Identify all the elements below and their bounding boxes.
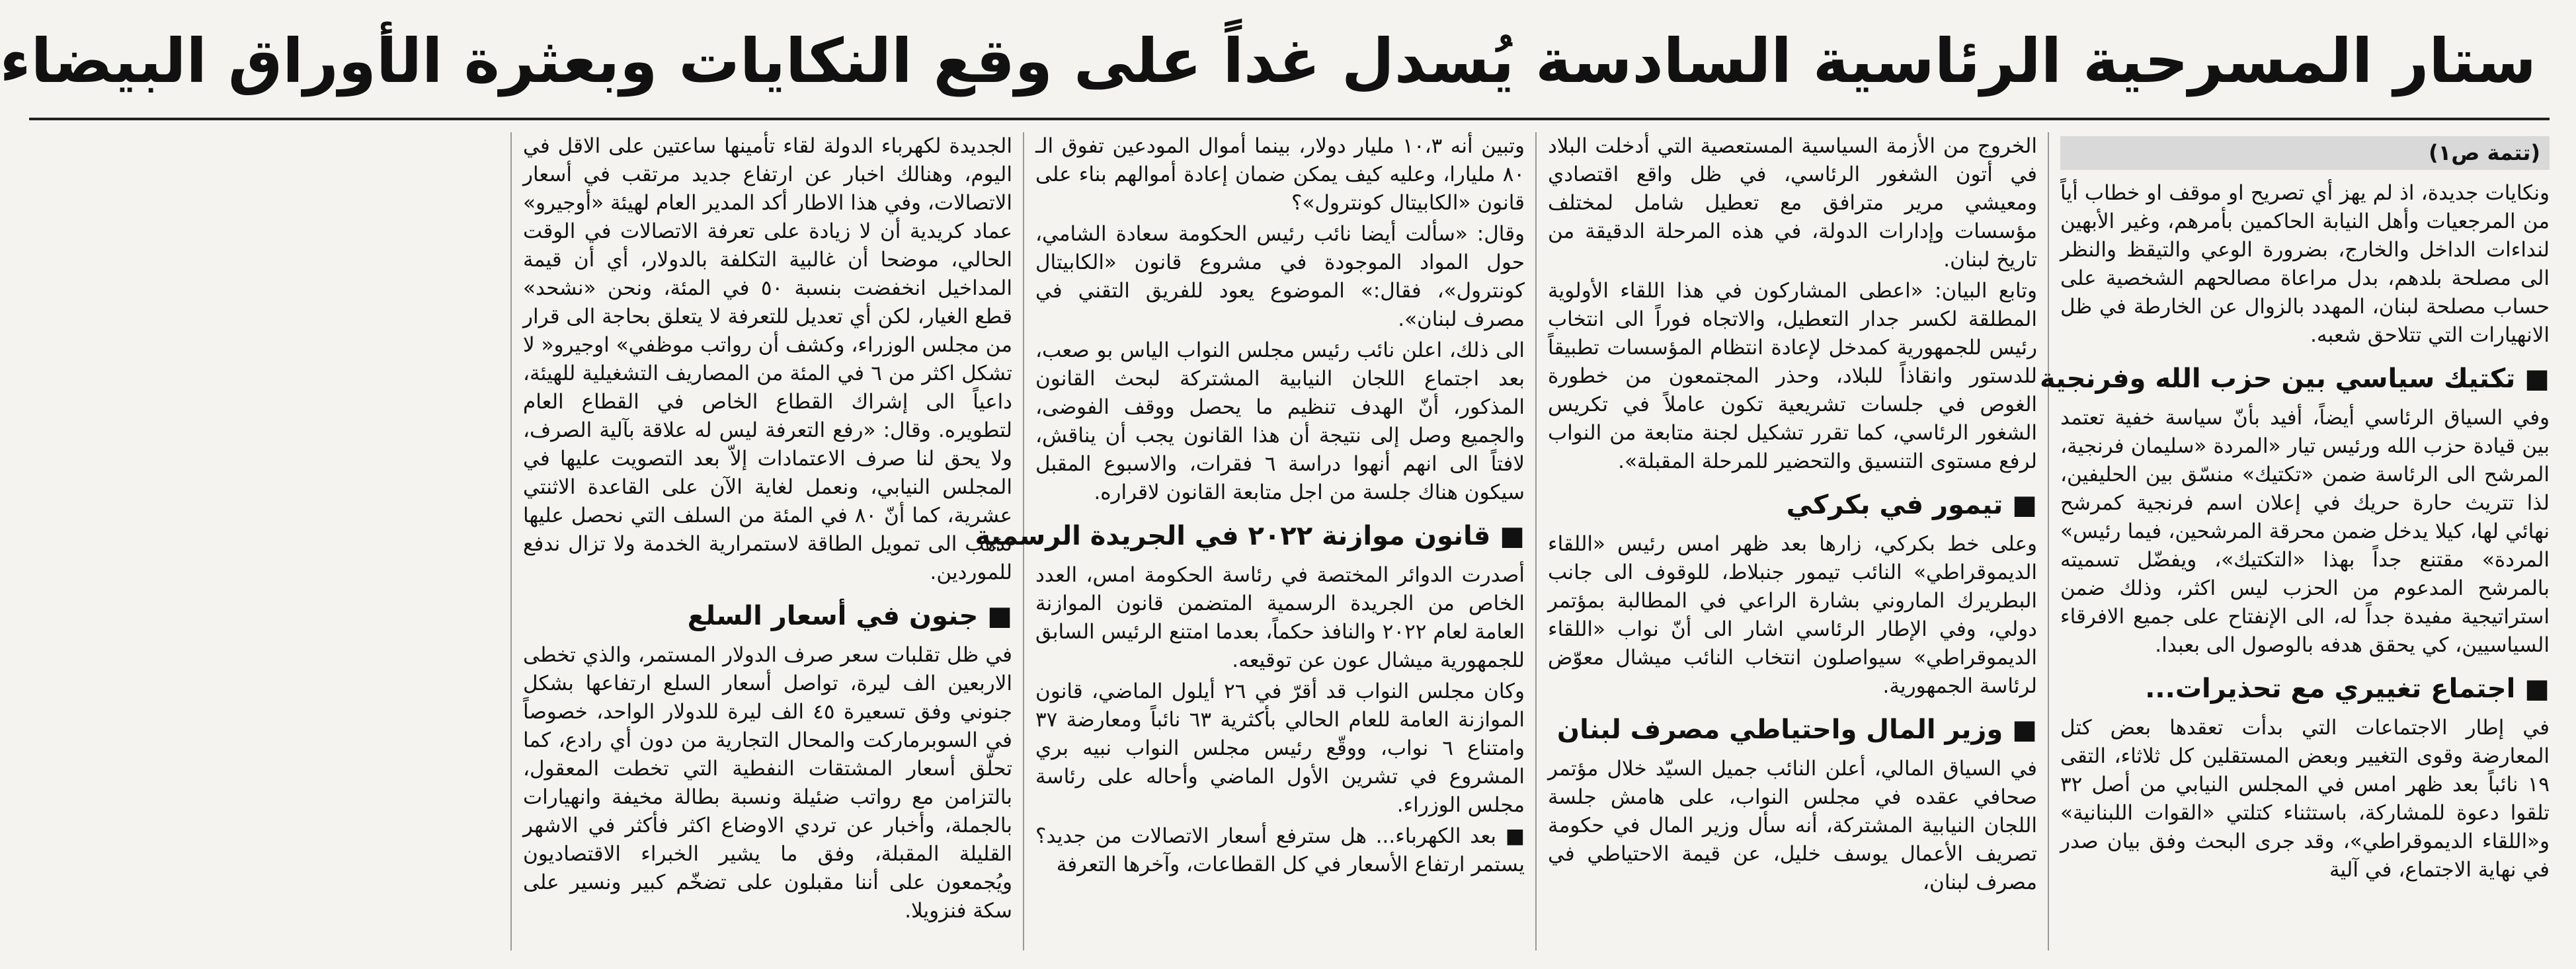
continued-tag: (تتمة ص١) xyxy=(2060,136,2550,170)
paragraph: وتبين أنه ١٠،٣ مليار دولار، بينما أموال المودعين تفوق الـ ٨٠ مليارا، وعليه كيف يمكن ضمان إعادة أموالهم بناء على قانون «الكابيتال كونترول»؟ xyxy=(1035,134,1525,215)
headline-rule xyxy=(29,118,2550,120)
column-4 xyxy=(523,132,1012,950)
paragraph: الجديدة لكهرباء الدولة لقاء تأمينها ساعتين على الاقل في اليوم، وهنالك اخبار عن ارتفاع جديد مرتقب في أسعار الاتصالات، وفي هذا الاطار أكد المدير العام لهيئة «أوجيرو» عماد كريدية أن لا زيادة على تعرفة الاتصالات في الوقت الحالي، موضحا أن غالبية التكلفة بالدولار، أي أن قيمة المداخيل انخفضت بنسبة ٥٠ في المئة، ونحن «نشحد» قطع الغيار، لكن أي تعديل للتعرفة لا يتعلق بحاجة الى قرار من مجلس الوزراء، وكشف أن رواتب موظفي» اوجيرو« لا تشكل اكثر من ٦ في المئة من المصاريف التشغيلية للهيئة، داعياً الى إشراك القطاع الخاص في القطاع العام لتطويره. وقال: «رفع التعرفة ليس له علاقة بآلية الصرف، ولا يحق لنا صرف الاعتمادات إلاّ بعد التصويت عليها في المجلس النيابي، ونعمل لغاية الآن على القاعدة الاثنتي عشرية، كما أنّ ٨٠ في المئة من السلف التي نحصل عليها تذهب الى تمويل الطاقة لاستمرارية الخدمة ولا تزال ندفع للموردين. xyxy=(523,134,1012,584)
paragraph: ونكايات جديدة، اذ لم يهز أي تصريح او موقف او خطاب أياً من المرجعيات وأهل النيابة الحاكمين بأمرهم، وغير الأبهين لنداءات الداخل والخارج، بضرورة الوعي والتيقظ والنظر الى مصلحة بلدهم، بدل مراعاة مصالحهم الشخصية على حساب مصلحة لبنان، المهدد بالزوال عن الخارطة في ظل الانهيارات التي تتلاحق شعبه. xyxy=(2060,181,2550,347)
column-divider xyxy=(1535,132,1537,950)
paragraph: في ظل تقلبات سعر صرف الدولار المستمر، والذي تخطى الاربعين الف ليرة، تواصل أسعار السلع ارتفاعها بشكل جنوني وفق تسعيرة ٤٥ الف ليرة للدولار الواحد، خصوصاً في السوبرماركت والمحال التجارية من دون أي رادع، كما تحلّق أسعار المشتقات النفطية التي تخطت المعقول، بالتزامن مع رواتب ضئيلة ونسبة بطالة مخيفة وانهيارات بالجملة، وأخبار عن تردي الاوضاع اكثر فأكثر في الاشهر القليلة المقبلة، وفق ما يشير الخبراء الاقتصاديون ويُجمعون على أننا مقبلون على تضخّم كبير ونسير على سكة فنزويلا. xyxy=(523,643,1012,923)
paragraph: ■ بعد الكهرباء... هل سترفع أسعار الاتصالات من جديد؟ يستمر ارتفاع الأسعار في كل القطاعات، وآخرها التعرفة xyxy=(1035,824,1525,876)
section-subheading: ■ قانون موازنة ٢٠٢٢ في الجريدة الرسمية xyxy=(975,521,1525,551)
column-1 xyxy=(2040,132,2550,950)
paragraph: الى ذلك، اعلن نائب رئيس مجلس النواب الياس بو صعب، بعد اجتماع اللجان النيابية المشتركة لبحث القانون المذكور، أنّ الهدف تنظيم ما يحصل ووقف الفوضى، والجميع وصل إلى نتيجة أن هذا القانون يجب أن يناقش، لافتاً الى انهم أنهوا دراسة ٦ فقرات، والاسبوع المقبل سيكون هناك جلسة من اجل متابعة القانون لاقراره. xyxy=(1035,338,1525,504)
section-subheading: ■ جنون في أسعار السلع xyxy=(687,601,1012,631)
paragraph: وقال: «سألت أيضا نائب رئيس الحكومة سعادة الشامي، حول المواد الموجودة في مشروع قانون «الكابيتال كونترول»، فقال:» الموضوع يعود للفريق التقني في مصرف لبنان». xyxy=(1035,222,1525,331)
column-divider xyxy=(510,132,512,950)
paragraph: وتابع البيان: «اعطى المشاركون في هذا اللقاء الأولوية المطلقة لكسر جدار التعطيل، والاتجاه فوراً الى انتخاب رئيس للجمهورية كمدخل لإعادة انتظام المؤسسات تطبيقاً للدستور وانقاذاً للبلاد، وحذر المجتمعون من خطورة الغوص في جلسات تشريعية تكون عاملاً في تكريس الشغور الرئاسي، كما تقرر تشكيل لجنة متابعة من النواب لرفع مستوى التنسيق والتحضير للمرحلة المقبلة». xyxy=(1548,279,2037,473)
paragraph: في السياق المالي، أعلن النائب جميل السيّد خلال مؤتمر صحافي عقده في مجلس النواب، على هامش جلسة اللجان النيابية المشتركة، أنه سأل وزير المال في حكومة تصريف الأعمال يوسف خليل، عن قيمة الاحتياطي في مصرف لبنان، xyxy=(1548,757,2037,894)
headline: ستار المسرحية الرئاسية السادسة يُسدل غداً على وقع النكايات وبعثرة الأوراق البيضاء xyxy=(0,26,2536,97)
paragraph: في إطار الاجتماعات التي بدأت تعقدها بعض كتل المعارضة وقوى التغيير وبعض المستقلين كل ثلاثاء، التقى ١٩ نائباً بعد ظهر امس في المجلس النيابي من أصل ٣٢ تلقوا دعوة للمشاركة، باستثناء كتلتي «القوات اللبنانية» و«اللقاء الديموقراطي»، وقد جرى البحث وفق بيان صدر في نهاية الاجتماع، في آلية xyxy=(2060,716,2550,882)
section-subheading: ■ تيمور في بكركي xyxy=(1786,490,2037,520)
article-columns xyxy=(29,132,2550,950)
paragraph: وعلى خط بكركي، زارها بعد ظهر امس رئيس «اللقاء الديموقراطي» النائب تيمور جنبلاط، للوقوف الى جانب البطريرك الماروني بشارة الراعي في المطالبة بمؤتمر دولي، وفي الإطار الرئاسي اشار الى أنّ نواب «اللقاء الديموقراطي» سيواصلون انتخاب النائب ميشال معوّض لرئاسة الجمهورية. xyxy=(1548,532,2037,698)
paragraph: أصدرت الدوائر المختصة في رئاسة الحكومة امس، العدد الخاص من الجريدة الرسمية المتضمن قانون الموازنة العامة لعام ٢٠٢٢ والنافذ حكماً، بعدما امتنع الرئيس السابق للجمهورية ميشال عون عن توقيعه. xyxy=(1035,563,1525,672)
paragraph: الخروج من الأزمة السياسية المستعصية التي أدخلت البلاد في أتون الشغور الرئاسي، في ظل واقع اقتصادي ومعيشي مرير مترافق مع تعطيل شامل لمختلف مؤسسات وإدارات الدولة، في هذه المرحلة الدقيقة من تاريخ لبنان. xyxy=(1548,134,2037,272)
paragraph: وكان مجلس النواب قد أقرّ في ٢٦ أيلول الماضي، قانون الموازنة العامة للعام الحالي بأكثرية ٦٣ نائباً ومعارضة ٣٧ وامتناع ٦ نواب، ووقّع رئيس مجلس النواب نبيه بري المشروع في تشرين الأول الماضي وأحاله على رئاسة مجلس الوزراء. xyxy=(1035,679,1525,817)
column-3 xyxy=(975,132,1525,950)
section-subheading: ■ تكتيك سياسي بين حزب الله وفرنجية xyxy=(2040,364,2550,394)
section-subheading: ■ اجتماع تغييري مع تحذيرات... xyxy=(2145,674,2550,704)
paragraph: وفي السياق الرئاسي أيضاً، أفيد بأنّ سياسة خفية تعتمد بين قيادة حزب الله ورئيس تيار «المردة «سليمان فرنجية، المرشح الى الرئاسة ضمن «تكتيك» منسّق بين الحليفين، لذا تتريث حارة حريك في إعلان اسم فرنجية كمرشح نهائي لها، كيلا يدخل ضمن محرقة المرشحين، فيما رئيس» المردة» مقتنع جداً بهذا «التكتيك»، ويفضّل تسميته بالمرشح المدعوم من الحزب ليس اكثر، وذلك ضمن استراتيجية مفيدة جداً له، الى الإنفتاح على جميع الافرقاء السياسيين، كي يحقق هدفه بالوصول الى بعبدا. xyxy=(2060,406,2550,657)
section-subheading: ■ وزير المال واحتياطي مصرف لبنان xyxy=(1556,715,2037,745)
column-divider xyxy=(2048,132,2049,950)
column-2 xyxy=(1548,132,2037,950)
